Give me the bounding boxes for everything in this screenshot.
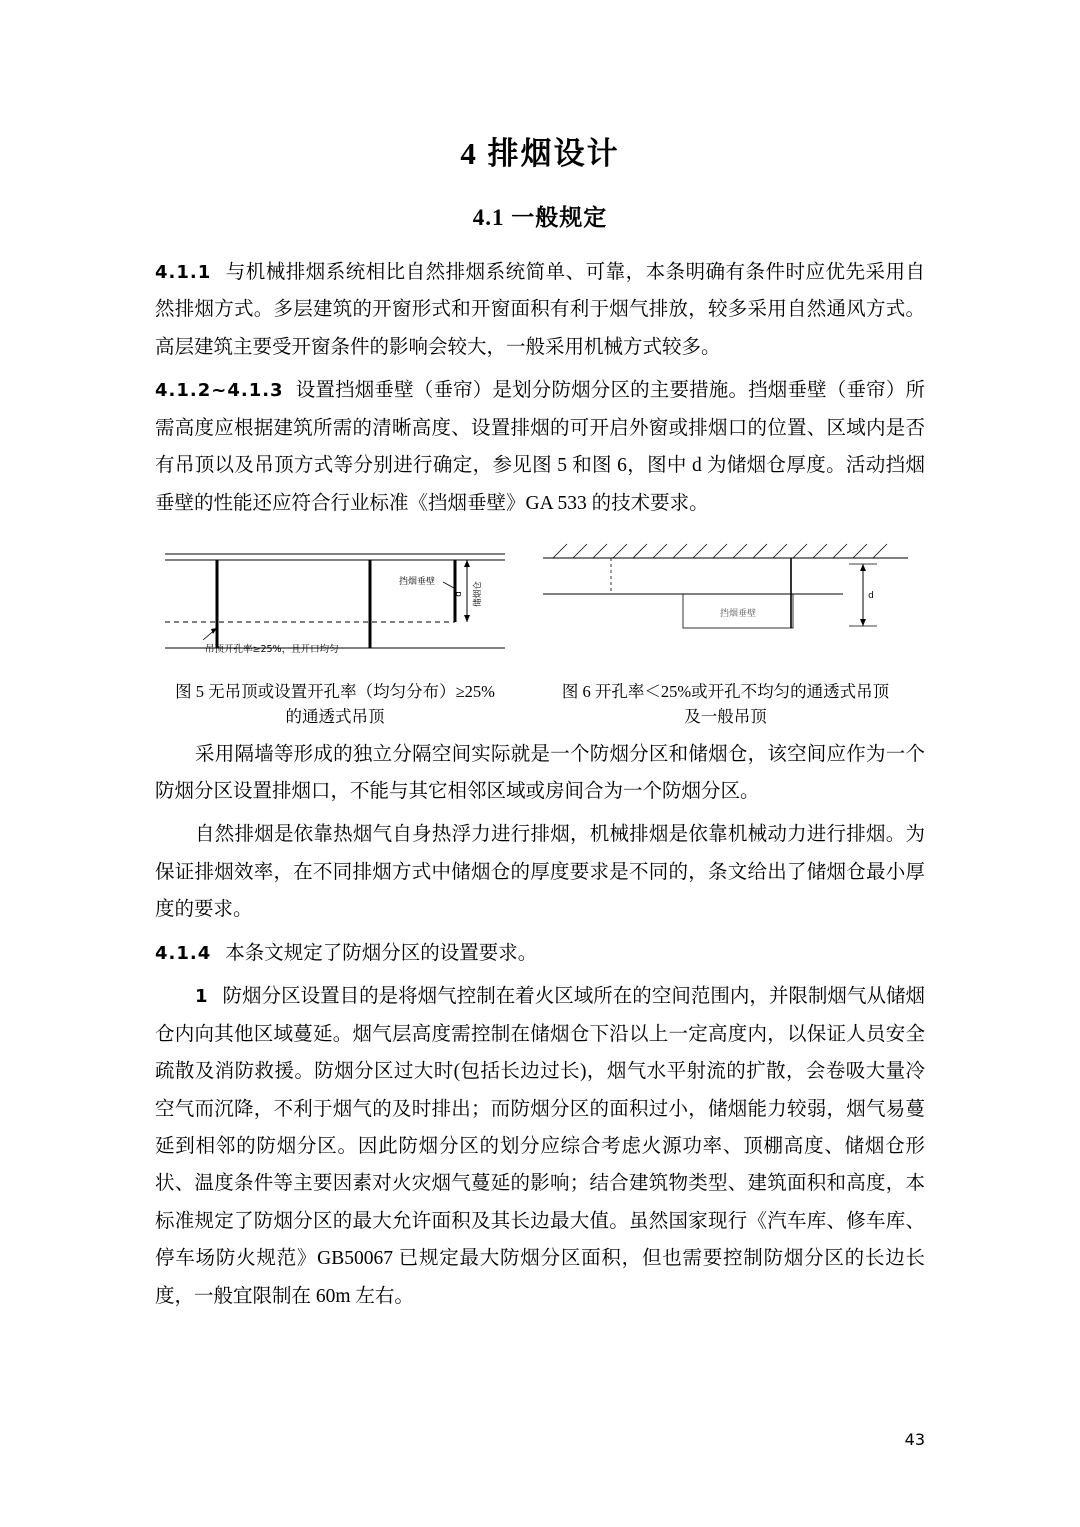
paragraph-2: 自然排烟是依靠热烟气自身热浮力进行排烟，机械排烟是依靠机械动力进行排烟。为保证排烟效率，在不同排烟方式中储烟仓的厚度要求是不同的，条文给出了储烟仓最小厚度的要求。: [155, 824, 925, 921]
figure-6-caption-line2: 及一般吊顶: [684, 706, 767, 726]
figure-5-caption-line2: 的通透式吊顶: [285, 706, 385, 726]
figure-6: [533, 536, 918, 730]
clause-411: [155, 254, 925, 366]
clause-text: 设置挡烟垂壁（垂帘）是划分防烟分区的主要措施。挡烟垂壁（垂帘）所需高度应根据建筑所需的清晰高度、设置排烟的可开启外窗或排烟口的位置、区域内是否有吊顶以及吊顶方式等分别进行确定，参见图 5 和图 6，图中 d 为储烟仓厚度。活动挡烟垂壁的性能还应符合行业标准《挡烟垂壁》GA 533 的技术要求。: [155, 380, 925, 514]
clause-number: 1: [195, 986, 209, 1008]
figure-block: [155, 536, 925, 730]
figure-5-smoke-reservoir-label: 储烟仓: [473, 581, 483, 607]
svg-text:d: d: [868, 591, 874, 602]
clause-414: [155, 935, 925, 972]
figure-6-damper-label: 挡烟垂壁: [719, 609, 757, 620]
clause-text: 本条文规定了防烟分区的设置要求。: [225, 942, 538, 964]
clause-number: 4.1.1: [155, 262, 212, 283]
figure-6-caption-line1: 图 6 开孔率＜25%或开孔不均匀的通透式吊顶: [561, 682, 890, 702]
clause-number: 4.1.4: [155, 942, 212, 964]
clause-412-413: [155, 372, 925, 522]
clause-text: 防烟分区设置目的是将烟气控制在着火区域所在的空间范围内，并限制烟气从储烟仓内向其他区域蔓延。烟气层高度需控制在储烟仓下沿以上一定高度内，以保证人员安全疏散及消防救援。防烟分区过大时(包括长边过长)，烟气水平射流的扩散，会卷吸大量冷空气而沉降，不利于烟气的及时排出；而防烟分区的面积过小，储烟能力较弱，烟气易蔓延到相邻的防烟分区。因此防烟分区的划分应综合考虑火源功率、顶棚高度、储烟仓形状、温度条件等主要因素对火灾烟气蔓延的影响；结合建筑物类型、建筑面积和高度，本标准规定了防烟分区的最大允许面积及其长边最大值。虽然国家现行《汽车库、修车库、停车场防火规范》GB50067 已规定最大防烟分区面积，但也需要控制防烟分区的长边长度，一般宜限制在 60m 左右。: [155, 986, 925, 1307]
clause-text: 与机械排烟系统相比自然排烟系统简单、可靠，本条明确有条件时应优先采用自然排烟方式。多层建筑的开窗形式和开窗面积有利于烟气排放，较多采用自然通风方式。高层建筑主要受开窗条件的影响会较大，一般采用机械方式较多。: [155, 262, 925, 358]
page-number: 43: [904, 1430, 925, 1449]
page-title: 4 排烟设计: [460, 136, 620, 171]
figure-5-caption-line1: 图 5 无吊顶或设置开孔率（均匀分布）≥25%: [175, 682, 495, 702]
clause-item-1: [155, 978, 925, 1315]
figure-5-caption: [155, 680, 515, 730]
figure-5-drawing: [155, 536, 515, 676]
paragraph-1: 采用隔墙等形成的独立分隔空间实际就是一个防烟分区和储烟仓，该空间应作为一个防烟分区设置排烟口，不能与其它相邻区域或房间合为一个防烟分区。: [155, 743, 925, 802]
figure-5-opening-rate-label: 吊顶开孔率≥25%，且开口均匀: [205, 644, 339, 656]
figure-6-caption: [533, 680, 918, 730]
figure-5-damper-label: 挡烟垂壁: [398, 577, 436, 588]
figure-6-drawing: [533, 536, 918, 676]
clause-number: 4.1.2~4.1.3: [155, 380, 284, 402]
figure-5: [155, 536, 515, 730]
svg-text:d: d: [454, 591, 464, 597]
section-title: 4.1 一般规定: [472, 205, 608, 230]
